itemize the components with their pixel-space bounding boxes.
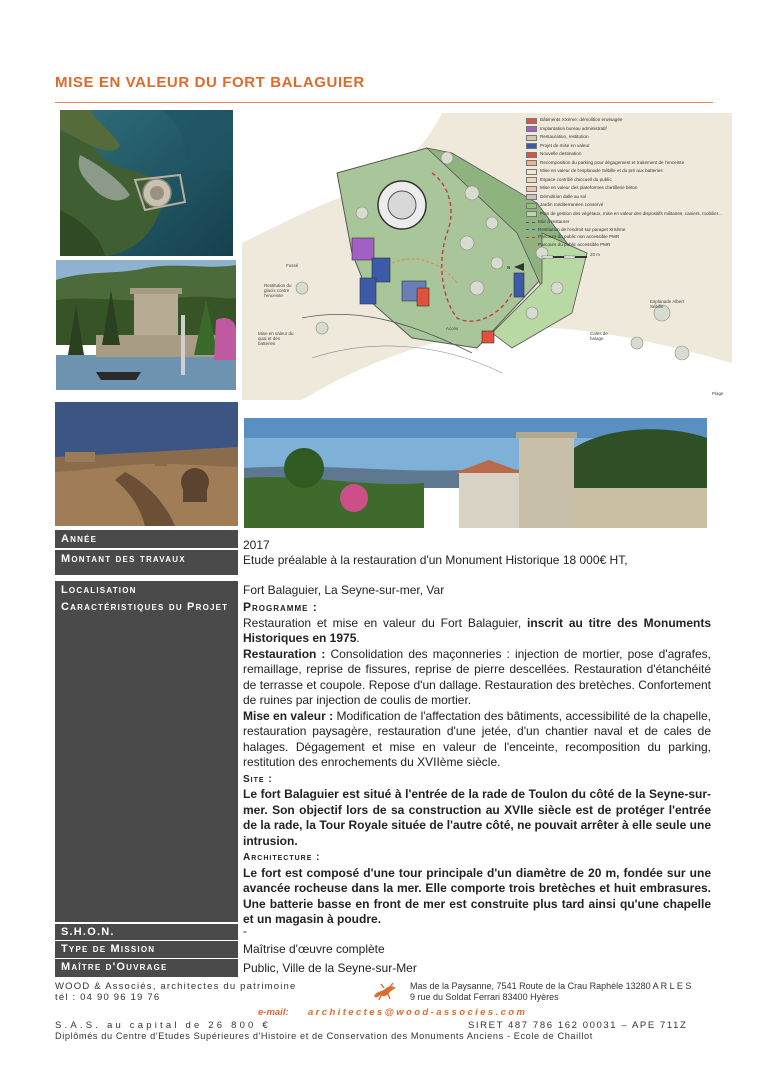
project-description [243,600,711,928]
programme-text: Restauration et mise en valeur du Fort Balaguier, [243,615,528,630]
label-mission: Type de Mission [55,941,238,958]
legend-label: Jardin méditerranéen conservé [540,202,604,207]
plan-north-label: N [507,265,511,270]
legend-item [526,117,726,124]
restauration-heading: Restauration : [243,646,326,661]
legend-item [526,168,726,175]
programme-end: . [356,631,360,645]
programme-heading: Programme : [243,600,318,614]
title-divider [55,102,713,103]
legend-item [526,151,726,158]
legend-item [526,185,726,192]
footer-address1: Mas de la Paysanne, 7541 Route de la Crau Raphèle 13280 A R L E S [410,981,692,991]
legend-swatch [526,177,537,183]
plan-label-glacis: Restitution du glacis contre l'enceinte [264,283,292,298]
legend-swatch [526,194,537,200]
legend-item [526,134,726,141]
plan-label-fosse: Fossé [286,263,299,268]
footer-company: WOOD & Associés, architectes du patrimoine [55,981,297,992]
plan-label-acces: Accès [446,326,459,331]
plan-label-esplanade: Esplanade Albert Sébille [650,299,685,309]
legend-label: Implantation bureau administratif [540,125,607,131]
label-ouvrage: Maître d'Ouvrage [55,959,238,977]
legend-item [526,194,726,201]
value-montant: Etude préalable à la restauration d'un Monument Historique 18 000€ HT, [243,553,628,567]
legend-label: Mise en valeur des plateformes d'artillerie béton [540,185,638,190]
footer-email-label: e-mail: [258,1007,289,1018]
footer-capital: S.A.S. au capital de 26 800 € [55,1020,271,1031]
footer-address2: 9 rue du Soldat Ferrari 83400 Hyères [410,992,559,1002]
legend-swatch [526,152,537,158]
value-ouvrage: Public, Ville de la Seyne-sur-Mer [243,961,417,975]
legend-label: Projet de mise en valeur [540,142,590,148]
page-title: MISE EN VALEUR DU FORT BALAGUIER [55,74,365,91]
legend-label: Parcours du public accessible PMR [538,241,611,247]
terrace-photo [55,402,238,526]
value-localisation: Fort Balaguier, La Seyne-sur-mer, Var [243,583,445,597]
aerial-photo [60,110,233,256]
legend-item [526,202,726,209]
legend-item [526,143,726,150]
plan-label-quai: Mise en valeur du quai et des batteries [258,331,294,346]
footer-phone: tél : 04 90 96 19 76 [55,992,161,1003]
footer-siret: SIRET 487 786 162 00031 – APE 711Z [468,1020,688,1031]
programme-bold: inscrit au titre des Monuments Historiques en 1975 [243,615,712,645]
plan-label-cales: Cales de halage [590,331,608,341]
legend-swatch [526,143,537,149]
legend-label: Restitution de l'endroit sur parapet XIXème [538,226,626,232]
architecture-heading: Architecture : [243,852,321,863]
legend-label: Restauration, restitution [540,134,589,139]
site-heading: Site : [243,773,273,785]
legend-item [526,219,726,225]
legend-label: Espace contrôlé d'accueil du public [540,176,612,182]
architecture-text: Le fort est composé d'une tour principale d'un diamètre de 20 m, fondée sur une avancée rocheuse dans la mer. Elle comporte trois bretèches et huit embrasures. Une batterie basse en front de mer est construite plus tard ainsi qu'une chapelle et un magasin à poudre. [243,865,711,926]
footer-diplomes: Diplômés du Centre d'Etudes Supérieures d'Histoire et de Conservation des Monuments Anciens - Ecole de Chaillot [55,1031,593,1041]
legend-label: Démolition dalle au sol [540,193,587,199]
legend-swatch [526,118,537,124]
value-shon: - [243,924,247,938]
plan-label-plage: Plage [712,391,724,396]
legend-swatch [526,126,537,132]
site-text: Le fort Balaguier est situé à l'entrée de la rade de Toulon du côté de la Seyne-sur-mer. Son objectif lors de sa construction au XVIIe siècle est de protéger l'entrée de la rade, la Tour Royale située de l'autre côté, ne pouvait arrêter à elle seule une intrusion. [243,787,711,848]
legend-swatch [526,229,535,230]
label-localisation: Localisation [55,581,238,598]
legend-item [526,126,726,133]
fort-photo [56,260,236,390]
footer-email-link[interactable]: architectes@wood-associes.com [308,1007,528,1018]
legend-swatch [526,203,537,209]
value-annee: 2017 [243,538,270,552]
legend-swatch [526,160,537,166]
legend-item [526,234,726,240]
legend-label: Mur à restaurer [538,219,570,224]
plan-scale-label: 20 m [590,252,601,257]
legend-label: Nouvelle destination [540,151,582,156]
legend-swatch [526,237,535,238]
restauration-text: Consolidation des maçonneries : injection de mortier, pose d'agrafes, remaillage, reprise de fissures, reprise de pierre descellées. Restauration d'étanchéité de terrasse et coupole. Repose d'un dallage. Restauration des bretèches. Confortement de ruines par injection de coulis de mortier. [243,646,711,707]
label-caracteristiques: Caractéristiques du Projet [55,598,238,922]
legend-item [526,227,726,233]
label-annee: Année [55,530,238,548]
legend-label: Bâtiments XXème: démolition envisagée [540,117,623,122]
legend-label: Parcours du public non accessible PMR [538,234,620,240]
legend-label: Plan de gestion des végétaux, mise en valeur des dispositifs militaires, caniers, mobilier... [540,210,722,216]
label-montant: Montant des travaux [55,550,238,575]
panorama-photo [244,418,707,528]
legend-item [526,211,726,218]
valeur-heading: Mise en valeur : [243,708,334,723]
label-shon: S.H.O.N. [55,924,238,940]
legend-swatch [526,169,537,175]
legend-swatch [526,186,537,192]
legend-swatch [526,135,537,141]
legend-label: Mise en valeur de l'esplanade Sébille et du pré aux batteries [540,168,663,173]
legend-swatch [526,222,535,223]
value-mission: Maîtrise d'œuvre complète [243,942,385,956]
site-plan [242,113,732,400]
valeur-text: Modification de l'affectation des bâtiments, accessibilité de la chapelle, restauration paysagère, restauration d'une jetée, d'un chantier naval et de cales de halages. Dégagement et mise en valeur de l'enceinte, recomposition du parking, restitution des enrochements du XVIIème siècle. [243,708,711,769]
legend-item [526,160,726,167]
plan-legend [526,117,726,249]
legend-item [526,177,726,184]
legend-swatch [526,211,537,217]
legend-swatch [526,244,535,245]
salamander-logo-icon [372,982,398,1002]
legend-label: Recomposition du parking pour dégagement et traitement de l'enceinte [540,159,685,165]
legend-item [526,242,726,248]
